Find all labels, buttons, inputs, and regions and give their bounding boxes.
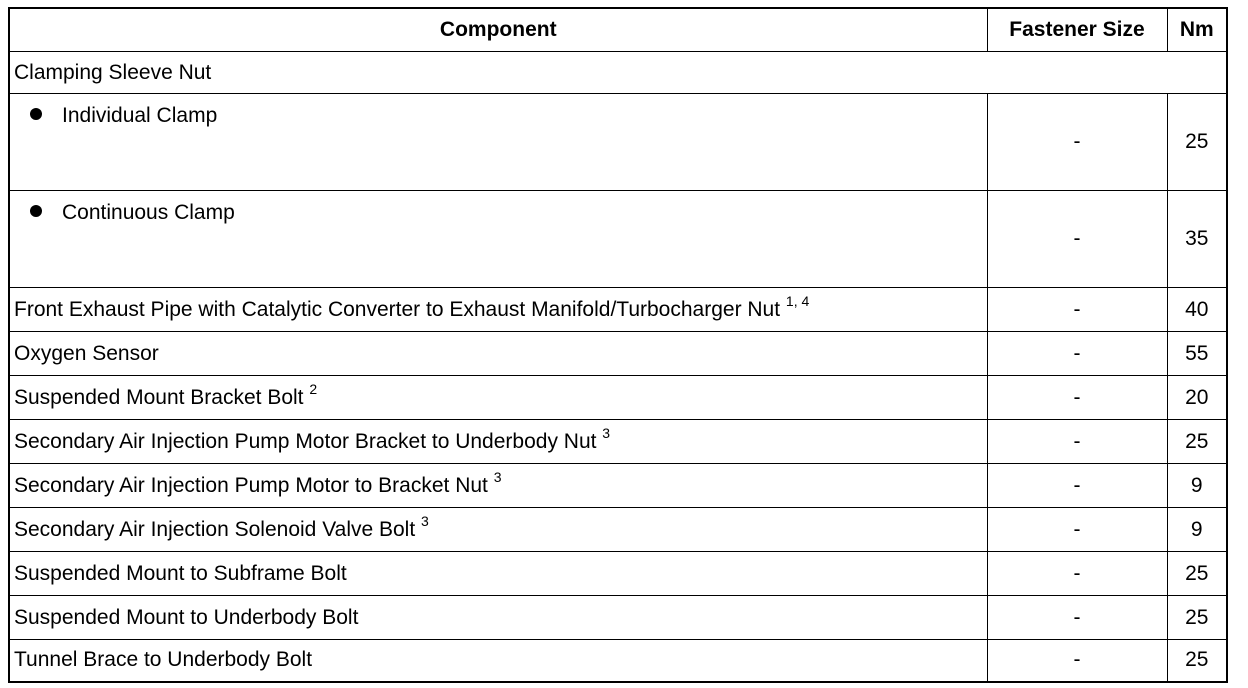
bullet-icon — [30, 205, 42, 217]
component-label: Suspended Mount to Subframe Bolt — [14, 561, 347, 585]
fastener-size-cell: - — [987, 376, 1167, 420]
nm-cell: 25 — [1167, 552, 1227, 596]
table-row — [9, 191, 1227, 288]
component-cell — [9, 191, 987, 288]
nm-cell: 25 — [1167, 94, 1227, 191]
fastener-size-cell: - — [987, 508, 1167, 552]
fastener-size-cell: - — [987, 552, 1167, 596]
table-row — [9, 288, 1227, 332]
component-label: Individual Clamp — [62, 104, 218, 127]
component-cell — [9, 288, 987, 332]
nm-cell: 25 — [1167, 640, 1227, 682]
table-row — [9, 640, 1227, 682]
component-cell — [9, 420, 987, 464]
footnote-ref: 1, 4 — [785, 292, 810, 309]
table-row — [9, 376, 1227, 420]
footnote-ref: 2 — [309, 380, 318, 397]
header-nm: Nm — [1167, 8, 1227, 52]
torque-spec-table — [8, 7, 1228, 683]
table-row — [9, 508, 1227, 552]
fastener-size-cell: - — [987, 288, 1167, 332]
table-row — [9, 420, 1227, 464]
header-component: Component — [9, 8, 987, 52]
table-row — [9, 552, 1227, 596]
component-cell — [9, 640, 987, 682]
table-row — [9, 94, 1227, 191]
component-cell — [9, 508, 987, 552]
component-label: Tunnel Brace to Underbody Bolt — [14, 648, 313, 672]
component-label: Suspended Mount Bracket Bolt — [14, 385, 304, 409]
section-row — [9, 52, 1227, 94]
nm-cell: 40 — [1167, 288, 1227, 332]
nm-cell: 9 — [1167, 508, 1227, 552]
component-cell — [9, 94, 987, 191]
nm-cell: 9 — [1167, 464, 1227, 508]
component-cell — [9, 596, 987, 640]
fastener-size-cell: - — [987, 420, 1167, 464]
header-fastener-size: Fastener Size — [987, 8, 1167, 52]
fastener-size-cell: - — [987, 640, 1167, 682]
fastener-size-cell: - — [987, 596, 1167, 640]
fastener-size-cell: - — [987, 191, 1167, 288]
nm-cell: 25 — [1167, 596, 1227, 640]
nm-cell: 25 — [1167, 420, 1227, 464]
fastener-size-cell: - — [987, 332, 1167, 376]
fastener-size-cell: - — [987, 464, 1167, 508]
component-label: Continuous Clamp — [62, 201, 235, 224]
component-label: Front Exhaust Pipe with Catalytic Converter to Exhaust Manifold/Turbocharger Nut — [14, 297, 781, 321]
footnote-ref: 3 — [421, 512, 429, 529]
component-label: Secondary Air Injection Pump Motor Bracket to Underbody Nut — [14, 429, 597, 453]
nm-cell: 55 — [1167, 332, 1227, 376]
component-label: Secondary Air Injection Solenoid Valve Bolt — [14, 517, 416, 541]
bullet-icon — [30, 108, 42, 120]
footnote-ref: 3 — [493, 468, 502, 485]
table-row — [9, 464, 1227, 508]
component-label: Oxygen Sensor — [14, 341, 159, 365]
component-cell — [9, 552, 987, 596]
footnote-ref: 3 — [602, 424, 611, 441]
table-row — [9, 596, 1227, 640]
fastener-size-cell: - — [987, 94, 1167, 191]
table-row — [9, 332, 1227, 376]
header-row — [9, 8, 1227, 52]
component-cell — [9, 376, 987, 420]
component-label: Secondary Air Injection Pump Motor to Bracket Nut — [14, 473, 488, 497]
component-cell — [9, 332, 987, 376]
component-cell — [9, 464, 987, 508]
section-label: Clamping Sleeve Nut — [9, 52, 1227, 94]
component-label: Suspended Mount to Underbody Bolt — [14, 605, 359, 629]
nm-cell: 35 — [1167, 191, 1227, 288]
nm-cell: 20 — [1167, 376, 1227, 420]
